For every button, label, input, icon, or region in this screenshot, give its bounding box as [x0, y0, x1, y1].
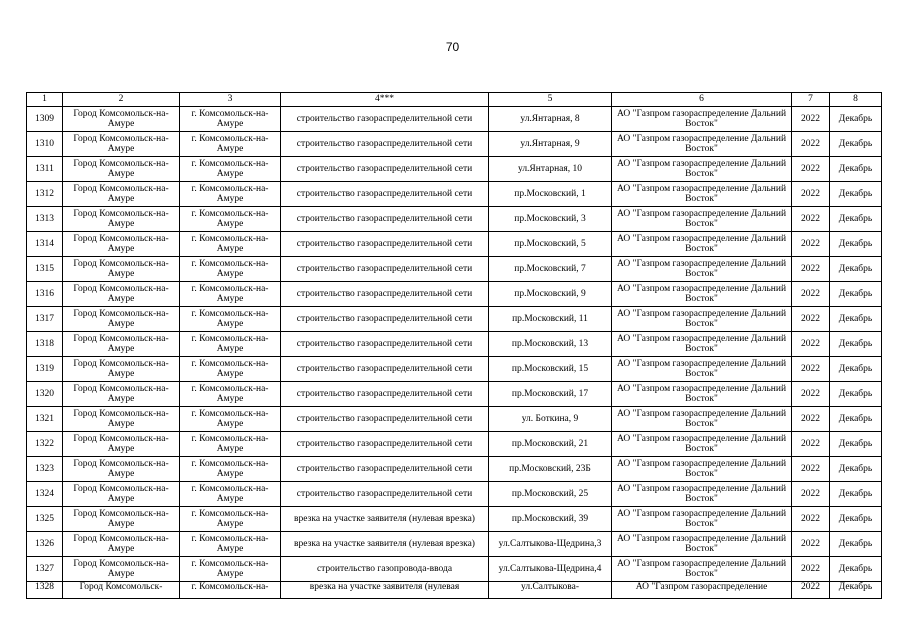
address-cell: пр.Московский, 25 [489, 482, 612, 507]
settlement-cell: г. Комсомольск-на-Амуре [180, 332, 281, 357]
table-row [27, 182, 882, 207]
settlement-cell: г. Комсомольск-на-Амуре [180, 382, 281, 407]
row-number-cell: 1319 [27, 357, 63, 382]
month-cell: Декабрь [830, 282, 882, 307]
address-cell: ул.Янтарная, 8 [489, 107, 612, 132]
table-row [27, 357, 882, 382]
settlement-cell: г. Комсомольск-на-Амуре [180, 157, 281, 182]
table-row [27, 407, 882, 432]
row-number-cell: 1318 [27, 332, 63, 357]
month-cell: Декабрь [830, 307, 882, 332]
month-cell: Декабрь [830, 557, 882, 582]
organization-cell: АО "Газпром газораспределение Дальний Восток" [612, 457, 792, 482]
address-cell: пр.Московский, 11 [489, 307, 612, 332]
work-type-cell: строительство газораспределительной сети [281, 132, 489, 157]
settlement-cell: г. Комсомольск-на-Амуре [180, 182, 281, 207]
address-cell: ул.Янтарная, 9 [489, 132, 612, 157]
column-header: 1 [27, 93, 63, 107]
month-cell: Декабрь [830, 432, 882, 457]
month-cell: Декабрь [830, 257, 882, 282]
table-row [27, 582, 882, 599]
settlement-cell: г. Комсомольск-на-Амуре [180, 232, 281, 257]
month-cell: Декабрь [830, 357, 882, 382]
address-cell: пр.Московский, 9 [489, 282, 612, 307]
settlement-cell: г. Комсомольск-на-Амуре [180, 507, 281, 532]
year-cell: 2022 [792, 132, 830, 157]
locality-cell: Город Комсомольск-на-Амуре [63, 532, 180, 557]
row-number-cell: 1311 [27, 157, 63, 182]
locality-cell: Город Комсомольск-на-Амуре [63, 207, 180, 232]
work-type-cell: строительство газопровода-ввода [281, 557, 489, 582]
table-row [27, 232, 882, 257]
column-header: 8 [830, 93, 882, 107]
locality-cell: Город Комсомольск-на-Амуре [63, 307, 180, 332]
register-table [26, 92, 882, 599]
locality-cell: Город Комсомольск-на-Амуре [63, 282, 180, 307]
table-row [27, 207, 882, 232]
year-cell: 2022 [792, 332, 830, 357]
year-cell: 2022 [792, 532, 830, 557]
row-number-cell: 1310 [27, 132, 63, 157]
locality-cell: Город Комсомольск-на-Амуре [63, 132, 180, 157]
row-number-cell: 1323 [27, 457, 63, 482]
work-type-cell: врезка на участке заявителя (нулевая врезка) [281, 507, 489, 532]
locality-cell: Город Комсомольск-на-Амуре [63, 332, 180, 357]
settlement-cell: г. Комсомольск-на-Амуре [180, 207, 281, 232]
address-cell: пр.Московский, 7 [489, 257, 612, 282]
organization-cell: АО "Газпром газораспределение Дальний Восток" [612, 282, 792, 307]
organization-cell: АО "Газпром газораспределение Дальний Восток" [612, 207, 792, 232]
row-number-cell: 1320 [27, 382, 63, 407]
table-row [27, 507, 882, 532]
row-number-cell: 1316 [27, 282, 63, 307]
organization-cell: АО "Газпром газораспределение Дальний Восток" [612, 107, 792, 132]
address-cell: ул. Боткина, 9 [489, 407, 612, 432]
locality-cell: Город Комсомольск-на-Амуре [63, 157, 180, 182]
work-type-cell: строительство газораспределительной сети [281, 382, 489, 407]
locality-cell: Город Комсомольск-на-Амуре [63, 257, 180, 282]
year-cell: 2022 [792, 457, 830, 482]
month-cell: Декабрь [830, 382, 882, 407]
settlement-cell: г. Комсомольск-на-Амуре [180, 257, 281, 282]
address-cell: ул.Салтыкова- [489, 582, 612, 599]
column-header: 3 [180, 93, 281, 107]
row-number-cell: 1322 [27, 432, 63, 457]
month-cell: Декабрь [830, 457, 882, 482]
organization-cell: АО "Газпром газораспределение Дальний Восток" [612, 307, 792, 332]
work-type-cell: врезка на участке заявителя (нулевая [281, 582, 489, 599]
year-cell: 2022 [792, 157, 830, 182]
work-type-cell: строительство газораспределительной сети [281, 457, 489, 482]
table-row [27, 307, 882, 332]
locality-cell: Город Комсомольск-на-Амуре [63, 357, 180, 382]
locality-cell: Город Комсомольск-на-Амуре [63, 382, 180, 407]
address-cell: пр.Московский, 5 [489, 232, 612, 257]
year-cell: 2022 [792, 482, 830, 507]
month-cell: Декабрь [830, 482, 882, 507]
settlement-cell: г. Комсомольск-на-Амуре [180, 482, 281, 507]
locality-cell: Город Комсомольск-на-Амуре [63, 557, 180, 582]
table-row [27, 482, 882, 507]
table-row [27, 257, 882, 282]
year-cell: 2022 [792, 507, 830, 532]
month-cell: Декабрь [830, 207, 882, 232]
table-row [27, 557, 882, 582]
year-cell: 2022 [792, 207, 830, 232]
locality-cell: Город Комсомольск-на-Амуре [63, 232, 180, 257]
row-number-cell: 1317 [27, 307, 63, 332]
year-cell: 2022 [792, 432, 830, 457]
row-number-cell: 1309 [27, 107, 63, 132]
year-cell: 2022 [792, 232, 830, 257]
address-cell: пр.Московский, 13 [489, 332, 612, 357]
address-cell: пр.Московский, 17 [489, 382, 612, 407]
settlement-cell: г. Комсомольск-на-Амуре [180, 307, 281, 332]
work-type-cell: строительство газораспределительной сети [281, 407, 489, 432]
table-row [27, 157, 882, 182]
column-header: 5 [489, 93, 612, 107]
organization-cell: АО "Газпром газораспределение Дальний Восток" [612, 257, 792, 282]
address-cell: пр.Московский, 15 [489, 357, 612, 382]
row-number-cell: 1324 [27, 482, 63, 507]
month-cell: Декабрь [830, 107, 882, 132]
settlement-cell: г. Комсомольск-на-Амуре [180, 282, 281, 307]
work-type-cell: строительство газораспределительной сети [281, 207, 489, 232]
year-cell: 2022 [792, 382, 830, 407]
work-type-cell: строительство газораспределительной сети [281, 182, 489, 207]
address-cell: пр.Московский, 1 [489, 182, 612, 207]
locality-cell: Город Комсомольск- [63, 582, 180, 599]
organization-cell: АО "Газпром газораспределение Дальний Восток" [612, 182, 792, 207]
year-cell: 2022 [792, 107, 830, 132]
month-cell: Декабрь [830, 182, 882, 207]
row-number-cell: 1328 [27, 582, 63, 599]
page-number: 70 [445, 40, 460, 54]
year-cell: 2022 [792, 282, 830, 307]
settlement-cell: г. Комсомольск-на-Амуре [180, 457, 281, 482]
year-cell: 2022 [792, 357, 830, 382]
row-number-cell: 1315 [27, 257, 63, 282]
work-type-cell: строительство газораспределительной сети [281, 332, 489, 357]
column-header: 4*** [281, 93, 489, 107]
organization-cell: АО "Газпром газораспределение Дальний Восток" [612, 132, 792, 157]
table-row [27, 382, 882, 407]
year-cell: 2022 [792, 582, 830, 599]
month-cell: Декабрь [830, 132, 882, 157]
settlement-cell: г. Комсомольск-на-Амуре [180, 132, 281, 157]
organization-cell: АО "Газпром газораспределение Дальний Восток" [612, 482, 792, 507]
organization-cell: АО "Газпром газораспределение Дальний Восток" [612, 557, 792, 582]
address-cell: пр.Московский, 23Б [489, 457, 612, 482]
settlement-cell: г. Комсомольск-на-Амуре [180, 532, 281, 557]
year-cell: 2022 [792, 307, 830, 332]
organization-cell: АО "Газпром газораспределение [612, 582, 792, 599]
locality-cell: Город Комсомольск-на-Амуре [63, 482, 180, 507]
work-type-cell: строительство газораспределительной сети [281, 432, 489, 457]
settlement-cell: г. Комсомольск-на-Амуре [180, 432, 281, 457]
settlement-cell: г. Комсомольск-на-Амуре [180, 107, 281, 132]
settlement-cell: г. Комсомольск-на- [180, 582, 281, 599]
locality-cell: Город Комсомольск-на-Амуре [63, 107, 180, 132]
work-type-cell: строительство газораспределительной сети [281, 232, 489, 257]
month-cell: Декабрь [830, 157, 882, 182]
row-number-cell: 1313 [27, 207, 63, 232]
row-number-cell: 1314 [27, 232, 63, 257]
address-cell: пр.Московский, 21 [489, 432, 612, 457]
locality-cell: Город Комсомольск-на-Амуре [63, 182, 180, 207]
address-cell: пр.Московский, 3 [489, 207, 612, 232]
row-number-cell: 1325 [27, 507, 63, 532]
table-row [27, 457, 882, 482]
address-cell: ул.Янтарная, 10 [489, 157, 612, 182]
locality-cell: Город Комсомольск-на-Амуре [63, 507, 180, 532]
locality-cell: Город Комсомольск-на-Амуре [63, 457, 180, 482]
organization-cell: АО "Газпром газораспределение Дальний Восток" [612, 382, 792, 407]
month-cell: Декабрь [830, 532, 882, 557]
work-type-cell: строительство газораспределительной сети [281, 307, 489, 332]
column-header: 2 [63, 93, 180, 107]
table-row [27, 132, 882, 157]
table-header-row [27, 93, 882, 107]
work-type-cell: строительство газораспределительной сети [281, 157, 489, 182]
work-type-cell: строительство газораспределительной сети [281, 482, 489, 507]
settlement-cell: г. Комсомольск-на-Амуре [180, 357, 281, 382]
month-cell: Декабрь [830, 232, 882, 257]
month-cell: Декабрь [830, 407, 882, 432]
organization-cell: АО "Газпром газораспределение Дальний Восток" [612, 332, 792, 357]
work-type-cell: строительство газораспределительной сети [281, 357, 489, 382]
work-type-cell: строительство газораспределительной сети [281, 282, 489, 307]
table-row [27, 282, 882, 307]
table-row [27, 532, 882, 557]
organization-cell: АО "Газпром газораспределение Дальний Восток" [612, 232, 792, 257]
table-row [27, 432, 882, 457]
column-header: 6 [612, 93, 792, 107]
organization-cell: АО "Газпром газораспределение Дальний Восток" [612, 157, 792, 182]
organization-cell: АО "Газпром газораспределение Дальний Восток" [612, 532, 792, 557]
year-cell: 2022 [792, 557, 830, 582]
row-number-cell: 1327 [27, 557, 63, 582]
work-type-cell: строительство газораспределительной сети [281, 107, 489, 132]
year-cell: 2022 [792, 257, 830, 282]
organization-cell: АО "Газпром газораспределение Дальний Восток" [612, 507, 792, 532]
settlement-cell: г. Комсомольск-на-Амуре [180, 557, 281, 582]
row-number-cell: 1312 [27, 182, 63, 207]
table-row [27, 107, 882, 132]
year-cell: 2022 [792, 182, 830, 207]
organization-cell: АО "Газпром газораспределение Дальний Восток" [612, 357, 792, 382]
work-type-cell: строительство газораспределительной сети [281, 257, 489, 282]
month-cell: Декабрь [830, 332, 882, 357]
month-cell: Декабрь [830, 507, 882, 532]
work-type-cell: врезка на участке заявителя (нулевая врезка) [281, 532, 489, 557]
organization-cell: АО "Газпром газораспределение Дальний Восток" [612, 432, 792, 457]
locality-cell: Город Комсомольск-на-Амуре [63, 432, 180, 457]
settlement-cell: г. Комсомольск-на-Амуре [180, 407, 281, 432]
address-cell: пр.Московский, 39 [489, 507, 612, 532]
organization-cell: АО "Газпром газораспределение Дальний Восток" [612, 407, 792, 432]
row-number-cell: 1326 [27, 532, 63, 557]
row-number-cell: 1321 [27, 407, 63, 432]
column-header: 7 [792, 93, 830, 107]
locality-cell: Город Комсомольск-на-Амуре [63, 407, 180, 432]
address-cell: ул.Салтыкова-Щедрина,3 [489, 532, 612, 557]
year-cell: 2022 [792, 407, 830, 432]
address-cell: ул.Салтыкова-Щедрина,4 [489, 557, 612, 582]
month-cell: Декабрь [830, 582, 882, 599]
table-row [27, 332, 882, 357]
